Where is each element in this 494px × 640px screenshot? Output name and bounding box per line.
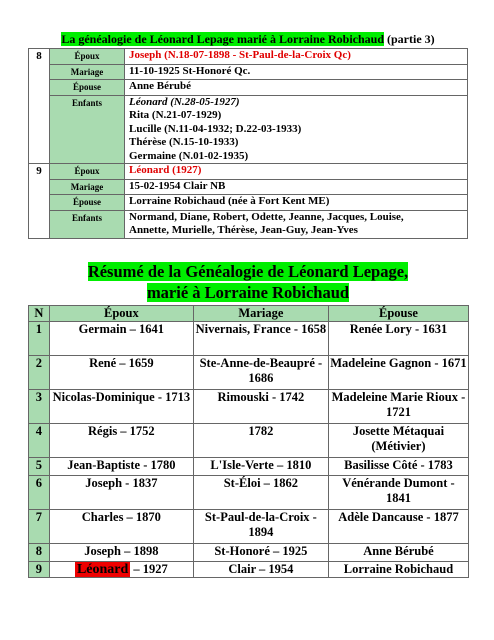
gen8-epoux: Joseph (N.18-07-1898 - St-Paul-de-la-Croix Qc)	[125, 49, 468, 65]
summary-row-9	[29, 562, 469, 578]
row-mariage: 1782	[193, 424, 328, 458]
row-epoux: Régis – 1752	[49, 424, 193, 458]
row-number: 4	[29, 424, 50, 458]
row-number: 8	[29, 544, 50, 562]
summary-header-row	[29, 306, 469, 322]
gen8-epouse-row	[29, 80, 468, 96]
child-line: Annette, Murielle, Thérèse, Jean-Guy, Jean-Yves	[129, 224, 358, 236]
top-title-main: La généalogie de Léonard Lepage marié à Lorraine Robichaud	[61, 32, 384, 46]
row-number: 3	[29, 390, 50, 424]
row-mariage: Clair – 1954	[193, 562, 328, 578]
summary-table	[28, 305, 469, 578]
row-epouse: Madeleine Marie Rioux - 1721	[328, 390, 468, 424]
gen9-enfants-row	[29, 210, 468, 238]
gen8-mariage: 11-10-1925 St-Honoré Qc.	[125, 64, 468, 80]
row-epoux: Nicolas-Dominique - 1713	[49, 390, 193, 424]
row-epoux: René – 1659	[49, 356, 193, 390]
row-mariage: St-Paul-de-la-Croix - 1894	[193, 510, 328, 544]
header-epoux: Époux	[49, 306, 193, 322]
gen9-epoux-label: Époux	[50, 164, 125, 180]
gen8-number: 8	[29, 49, 50, 164]
row-number: 2	[29, 356, 50, 390]
gen8-enfants	[125, 95, 468, 164]
summary-title-line1: Résumé de la Généalogie de Léonard Lepage,	[87, 262, 409, 281]
gen9-epouse: Lorraine Robichaud (née à Fort Kent ME)	[125, 195, 468, 211]
row-number: 6	[29, 476, 50, 510]
row-epouse: Vénérande Dumont - 1841	[328, 476, 468, 510]
leonard-highlight: Léonard	[76, 562, 129, 577]
gen9-epoux: Léonard (1927)	[125, 164, 468, 180]
row-mariage: Rimouski - 1742	[193, 390, 328, 424]
row-epoux: Joseph - 1837	[49, 476, 193, 510]
summary-row	[29, 424, 469, 458]
gen8-mariage-row	[29, 64, 468, 80]
gen9-epouse-row	[29, 195, 468, 211]
summary-title	[28, 261, 468, 303]
row-epoux: Charles – 1870	[49, 510, 193, 544]
row-number: 5	[29, 458, 50, 476]
gen8-epouse: Anne Bérubé	[125, 80, 468, 96]
gen9-mariage: 15-02-1954 Clair NB	[125, 179, 468, 195]
gen9-enfants-label: Enfants	[50, 210, 125, 238]
gen9-epouse-label: Épouse	[50, 195, 125, 211]
top-title-part: (partie 3)	[387, 32, 435, 46]
row-epouse: Basilisse Côté - 1783	[328, 458, 468, 476]
gen9-mariage-label: Mariage	[50, 179, 125, 195]
row-epouse: Lorraine Robichaud	[328, 562, 468, 578]
row-mariage: Ste-Anne-de-Beaupré - 1686	[193, 356, 328, 390]
child-line: Lucille (N.11-04-1932; D.22-03-1933)	[129, 122, 302, 135]
header-epouse: Épouse	[328, 306, 468, 322]
gen8-epoux-row	[29, 49, 468, 65]
row-number: 9	[29, 562, 50, 578]
gen9-mariage-row	[29, 179, 468, 195]
row-epoux: Jean-Baptiste - 1780	[49, 458, 193, 476]
summary-row	[29, 544, 469, 562]
row-mariage: Nivernais, France - 1658	[193, 322, 328, 356]
header-n: N	[29, 306, 50, 322]
child-line: Rita (N.21-07-1929)	[129, 109, 222, 121]
row-epouse: Anne Bérubé	[328, 544, 468, 562]
gen9-enfants	[125, 210, 468, 238]
summary-row	[29, 356, 469, 390]
child-line: Normand, Diane, Robert, Odette, Jeanne, Jacques, Louise,	[129, 210, 404, 223]
summary-body	[29, 322, 469, 562]
row-mariage: L'Isle-Verte – 1810	[193, 458, 328, 476]
row-number: 7	[29, 510, 50, 544]
row-epoux: Germain – 1641	[49, 322, 193, 356]
top-title	[28, 32, 468, 46]
summary-row	[29, 458, 469, 476]
header-mariage: Mariage	[193, 306, 328, 322]
summary-row	[29, 390, 469, 424]
summary-row	[29, 510, 469, 544]
child-line: Germaine (N.01-02-1935)	[129, 149, 249, 162]
row-number: 1	[29, 322, 50, 356]
leonard-year: – 1927	[130, 562, 168, 576]
row-mariage: St-Honoré – 1925	[193, 544, 328, 562]
row-mariage: St-Éloi – 1862	[193, 476, 328, 510]
gen8-enfants-row	[29, 95, 468, 164]
gen8-enfants-label: Enfants	[50, 95, 125, 164]
summary-title-line2: marié à Lorraine Robichaud	[146, 283, 350, 302]
genealogy-detail-table	[28, 48, 468, 239]
summary-row	[29, 476, 469, 510]
gen8-epouse-label: Épouse	[50, 80, 125, 96]
child-line: Thérèse (N.15-10-1933)	[129, 136, 239, 148]
gen8-mariage-label: Mariage	[50, 64, 125, 80]
summary-row	[29, 322, 469, 356]
row-epouse: Josette Métaquai (Métivier)	[328, 424, 468, 458]
child-line: Léonard (N.28-05-1927)	[129, 95, 240, 108]
row-epouse: Adèle Dancause - 1877	[328, 510, 468, 544]
gen9-number: 9	[29, 164, 50, 239]
row-epoux: Joseph – 1898	[49, 544, 193, 562]
row-epouse: Renée Lory - 1631	[328, 322, 468, 356]
row-epouse: Madeleine Gagnon - 1671	[328, 356, 468, 390]
gen9-epoux-row	[29, 164, 468, 180]
row-epoux	[49, 562, 193, 578]
gen8-epoux-label: Époux	[50, 49, 125, 65]
